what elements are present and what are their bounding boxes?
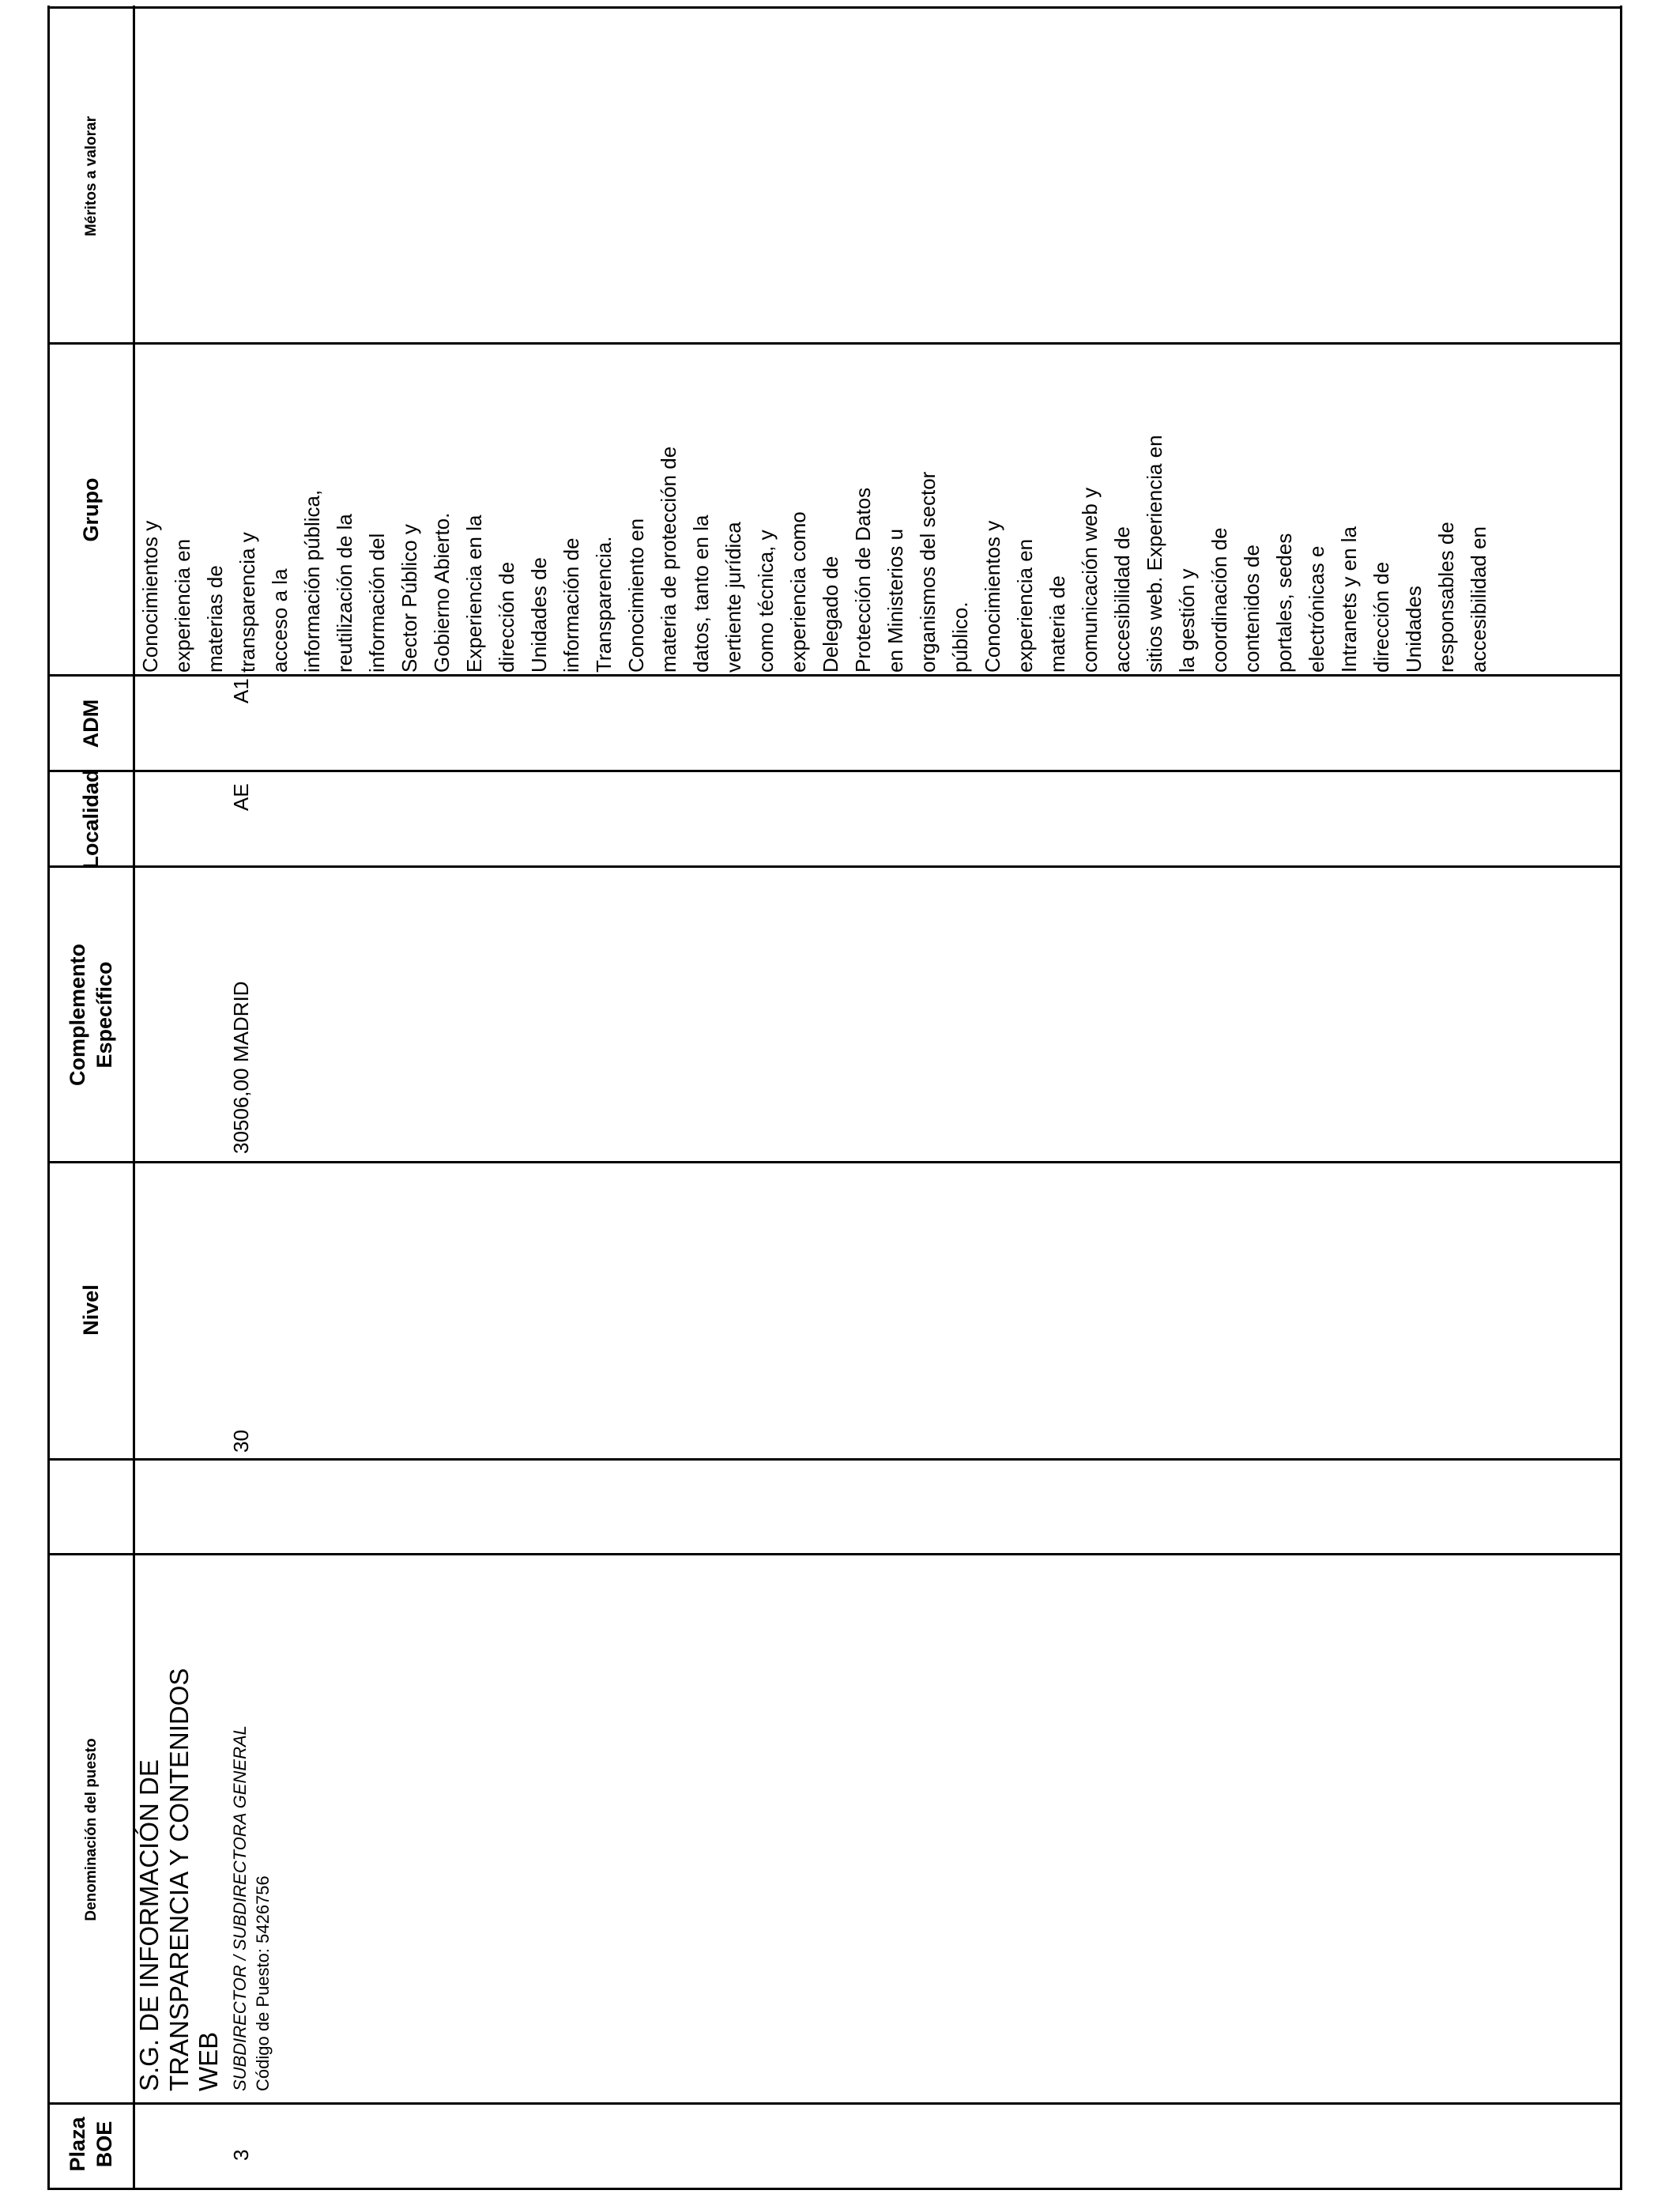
unidad-line: TRANSPARENCIA Y CONTENIDOS: [164, 1668, 194, 2091]
header-adm: ADM: [79, 699, 104, 748]
meritos-line: Protección de Datos: [851, 487, 875, 673]
meritos-line: Experiencia en la: [462, 515, 486, 673]
meritos-line: Conocimientos y: [981, 520, 1004, 673]
meritos-line: Gobierno Abierto.: [430, 512, 454, 673]
header-complemento: Complemento Específico: [66, 944, 116, 1087]
cell-denominacion: [134, 1562, 273, 2091]
col-sep-plaza: [47, 2102, 1620, 2105]
col-sep-denominacion: [47, 1553, 1620, 1555]
meritos-line: materia de: [1045, 575, 1069, 673]
meritos-line: Conocimientos y: [138, 520, 162, 673]
meritos-lines: [134, 347, 1618, 673]
col-sep-adm: [47, 770, 1620, 772]
unidad-line: WEB: [194, 2031, 224, 2091]
meritos-line: datos, tanto en la: [689, 515, 713, 673]
meritos-line: información del: [365, 533, 389, 673]
meritos-line: dirección de: [1369, 561, 1393, 673]
header-meritos: Méritos a valorar: [83, 115, 100, 237]
meritos-line: dirección de: [495, 561, 518, 673]
table-top-border: [47, 6, 50, 2190]
meritos-line: información de: [559, 537, 583, 673]
cell-complemento: 30506,00: [229, 1068, 253, 1154]
meritos-line: responsables de: [1434, 522, 1458, 673]
meritos-line: accesibilidad de: [1110, 526, 1134, 673]
cargo-text: SUBDIRECTOR / SUBDIRECTORA GENERAL: [229, 1725, 250, 2091]
meritos-line: como técnica, y: [754, 530, 778, 673]
col-sep-localidad: [47, 865, 1620, 868]
meritos-line: organismos del sector: [916, 471, 940, 673]
unidad-line: S.G. DE INFORMACIÓN DE: [134, 1759, 164, 2091]
meritos-line: materia de protección de: [657, 446, 680, 673]
meritos-line: Unidades: [1402, 586, 1426, 673]
meritos-line: transparencia y: [235, 532, 259, 673]
col-sep-complemento: [47, 1161, 1620, 1163]
meritos-line: Intranets y en la: [1337, 526, 1361, 673]
table-left-border: [47, 2188, 1620, 2190]
meritos-line: coordinación de: [1207, 527, 1231, 673]
meritos-line: Delegado de: [819, 556, 842, 673]
meritos-line: sitios web. Experiencia en: [1143, 435, 1166, 673]
cell-adm: AE: [229, 783, 253, 811]
meritos-line: la gestión y: [1175, 568, 1199, 673]
meritos-line: público.: [948, 601, 972, 673]
meritos-line: en Ministerios u: [883, 528, 907, 673]
meritos-line: portales, sedes: [1272, 533, 1296, 673]
meritos-line: accesibilidad en: [1467, 526, 1490, 673]
meritos-line: experiencia en: [1013, 538, 1037, 673]
col-sep-meritos: [47, 342, 1620, 345]
col-sep-nivel: [47, 1458, 1620, 1461]
table-right-border: [47, 6, 1620, 9]
header-denominacion: Denominación del puesto: [83, 1738, 100, 1921]
header-plaza-boe: Plaza BOE: [66, 2117, 116, 2172]
table-bottom-edge: [1620, 6, 1622, 2190]
meritos-line: electrónicas e: [1305, 545, 1328, 673]
codigo-puesto: Código de Puesto: 5426756: [253, 1875, 273, 2091]
cell-nivel: 30: [229, 1430, 253, 1453]
meritos-line: Sector Público y: [397, 524, 421, 673]
meritos-line: vertiente jurídica: [721, 522, 745, 673]
header-grupo: Grupo: [79, 477, 104, 542]
unidad-name: [134, 1562, 224, 2091]
meritos-line: experiencia en: [171, 538, 194, 673]
meritos-line: materias de: [203, 565, 227, 673]
meritos-line: contenidos de: [1240, 545, 1264, 673]
meritos-line: comunicación web y: [1078, 487, 1102, 673]
cell-plaza: 3: [229, 2149, 253, 2161]
meritos-line: Transparencia.: [592, 536, 616, 673]
meritos-line: reutilización de la: [333, 514, 356, 673]
meritos-line: acceso a la: [268, 568, 292, 673]
col-sep-grupo: [47, 674, 1620, 677]
cell-grupo: A1: [229, 678, 253, 703]
meritos-line: experiencia como: [786, 511, 810, 673]
header-nivel-label: Nivel: [79, 1284, 104, 1336]
meritos-line: Unidades de: [527, 557, 551, 673]
meritos-line: información pública,: [300, 489, 324, 673]
meritos-line: Conocimiento en: [624, 518, 648, 673]
cell-localidad: MADRID: [229, 981, 253, 1062]
header-localidad: Localidad: [79, 769, 104, 869]
